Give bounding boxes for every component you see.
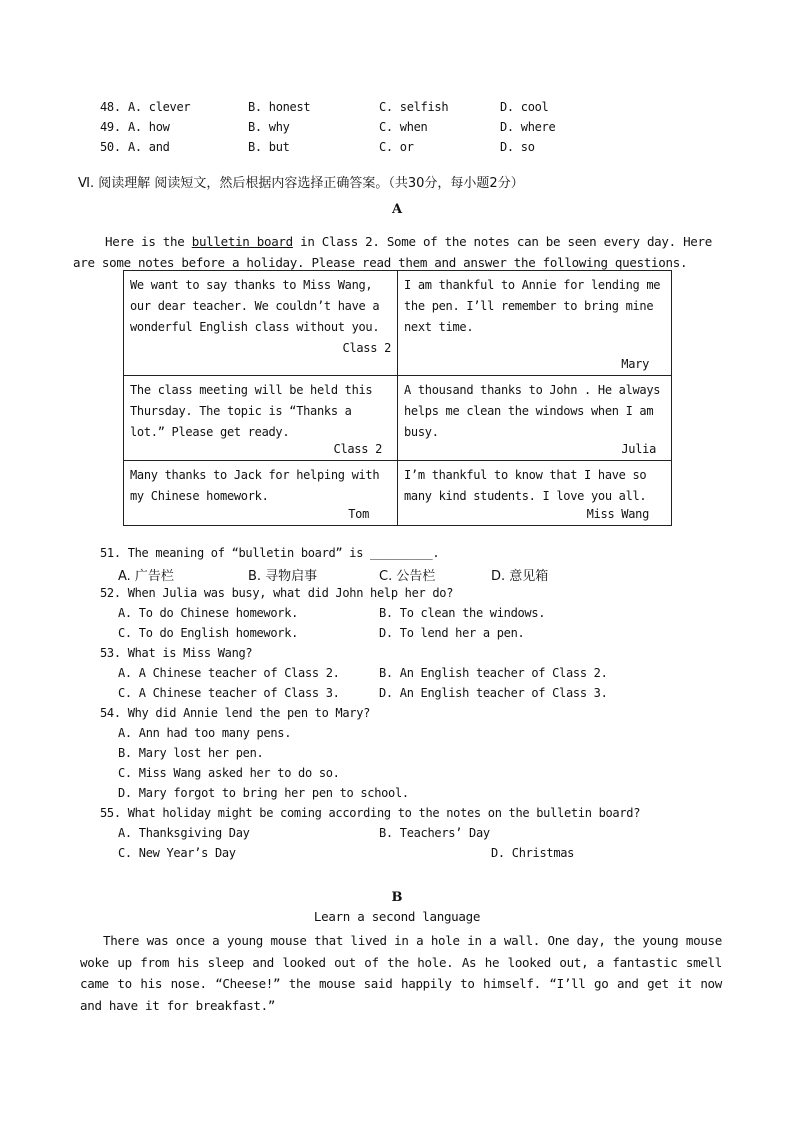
note-signature: Julia (621, 442, 656, 456)
passage-a-intro-line1: Here is the bulletin board in Class 2. Some of the notes can be seen every day. Here (105, 234, 712, 249)
note-signature: Miss Wang (586, 507, 649, 521)
note-cell (124, 461, 398, 526)
note-text: I’m thankful to know that I have so many kind students. I love you all. (404, 468, 647, 503)
note-text: The class meeting will be held this Thursday. The topic is “Thanks a lot.” Please get ready. (130, 383, 373, 439)
question-52-stem: 52. When Julia was busy, what did John help her do? (100, 586, 454, 600)
table-row (124, 376, 672, 461)
option-c: C. To do English homework. (118, 626, 299, 640)
option-b: B. 寻物启事 (248, 569, 318, 584)
question-51-options (0, 565, 794, 585)
note-signature: Tom (348, 507, 369, 521)
question-53-options-1 (0, 666, 794, 686)
option-a: A. 广告栏 (118, 569, 174, 584)
option-a: A. A Chinese teacher of Class 2. (118, 666, 340, 680)
question-55-stem: 55. What holiday might be coming according to the notes on the bulletin board? (100, 806, 641, 820)
note-cell (398, 461, 672, 526)
option-d: D. Christmas (491, 846, 575, 860)
option-c: C. 公告栏 (379, 569, 436, 584)
passage-b-label: B (391, 890, 403, 905)
table-row (124, 461, 672, 526)
question-52-options-2 (0, 626, 794, 646)
option-d: D. An English teacher of Class 3. (379, 686, 608, 700)
note-signature: Class 2 (333, 442, 382, 456)
note-signature: Mary (621, 357, 649, 371)
note-text: We want to say thanks to Miss Wang, our dear teacher. We couldn’t have a wonderful English class without you. (130, 278, 380, 334)
note-text: A thousand thanks to John . He always helps me clean the windows when I am busy. (404, 383, 661, 439)
passage-b-title: Learn a second language (313, 909, 481, 924)
question-50: 50. A. and B. but C. or D. so (100, 140, 535, 154)
question-53-stem: 53. What is Miss Wang? (100, 646, 253, 660)
question-53-options-2 (0, 686, 794, 706)
bulletin-board-term: bulletin board (191, 234, 293, 249)
option-d: D. 意见箱 (491, 569, 549, 584)
option-d: D. To lend her a pen. (379, 626, 525, 640)
option-a: A. To do Chinese homework. (118, 606, 299, 620)
note-cell (398, 376, 672, 461)
table-row (124, 271, 672, 376)
section-header: Ⅵ. 阅读理解 阅读短文，然后根据内容选择正确答案。（共30分，每小题2分） (78, 176, 524, 191)
question-55-options-1 (0, 826, 794, 846)
question-52-options-1 (0, 606, 794, 626)
passage-a-label: A (391, 202, 403, 217)
question-48: 48. A. clever B. honest C. selfish D. cool (100, 100, 549, 114)
passage-a-intro-line2: are some notes before a holiday. Please read them and answer the following questions. (73, 255, 688, 270)
option-c: C. Miss Wang asked her to do so. (118, 766, 340, 780)
question-55-options-2 (0, 846, 794, 866)
question-51-stem: 51. The meaning of “bulletin board” is _________. (100, 546, 440, 560)
option-b: B. An English teacher of Class 2. (379, 666, 608, 680)
option-d: D. Mary forgot to bring her pen to school. (118, 786, 409, 800)
note-cell (398, 271, 672, 376)
option-a: A. Ann had too many pens. (118, 726, 292, 740)
passage-b-text: There was once a young mouse that lived in a hole in a wall. One day, the young mouse woke up from his sleep and looked out of the hole. As he looked out, a fantastic smell came to his nose. “Cheese!” the mouse said happily to himself. “I’ll go and get it now and have it for breakfast.” (80, 933, 722, 1013)
option-b: B. Mary lost her pen. (118, 746, 264, 760)
question-49: 49. A. how B. why C. when D. where (100, 120, 556, 134)
option-b: B. To clean the windows. (379, 606, 546, 620)
option-a: A. Thanksgiving Day (118, 826, 250, 840)
note-text: Many thanks to Jack for helping with my Chinese homework. (130, 468, 380, 503)
bulletin-board-table (123, 270, 672, 526)
note-signature: Class 2 (342, 341, 391, 355)
option-c: C. A Chinese teacher of Class 3. (118, 686, 340, 700)
note-cell (124, 376, 398, 461)
question-54-stem: 54. Why did Annie lend the pen to Mary? (100, 706, 371, 720)
option-b: B. Teachers’ Day (379, 826, 490, 840)
option-c: C. New Year’s Day (118, 846, 236, 860)
note-cell (124, 271, 398, 376)
note-text: I am thankful to Annie for lending me the pen. I’ll remember to bring mine next time. (404, 278, 661, 334)
